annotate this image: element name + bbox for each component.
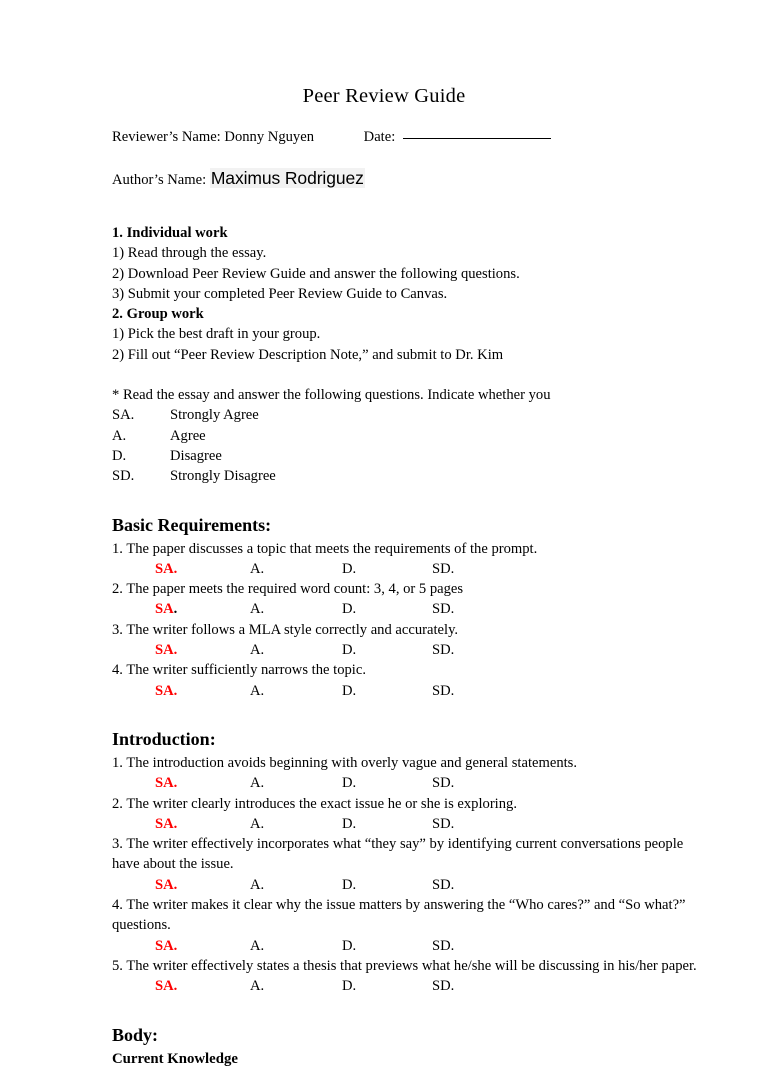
scale-label: Strongly Disagree [170, 468, 276, 485]
section-heading: Basic Requirements: [112, 514, 272, 535]
instruction-item: 2) Fill out “Peer Review Description Note,” and submit to Dr. Kim [112, 346, 504, 363]
question-text: 1. The paper discusses a topic that meets the requirements of the prompt. [112, 540, 538, 557]
answer-option-sd[interactable]: SD. [432, 601, 455, 618]
answer-option-d[interactable]: D. [342, 601, 357, 618]
scale-entry [112, 426, 708, 446]
date-input-rule[interactable] [403, 138, 551, 139]
answer-option-sd[interactable]: SD. [432, 560, 455, 577]
answer-option-d[interactable]: D. [342, 815, 357, 832]
answer-options-row [112, 559, 708, 579]
answer-option-sd[interactable]: SD. [432, 815, 455, 832]
answer-option-d[interactable]: D. [342, 775, 357, 792]
question-text: 2. The paper meets the required word count: 3, 4, or 5 pages [112, 581, 464, 598]
reviewer-line [112, 128, 708, 147]
answer-options-row [112, 681, 708, 701]
answer-options-row [112, 773, 708, 793]
instruction-item: 3) Submit your completed Peer Review Guide to Canvas. [112, 285, 448, 302]
answer-option-d[interactable]: D. [342, 560, 357, 577]
answer-option-sd[interactable]: SD. [432, 682, 455, 699]
answer-options-row [112, 976, 708, 996]
scale-key: SA. [112, 407, 135, 424]
question-text: 1. The introduction avoids beginning with overly vague and general statements. [112, 754, 577, 771]
reviewer-name-value[interactable]: Donny Nguyen [224, 129, 314, 145]
answer-option-sa[interactable]: SA. [155, 601, 178, 618]
instructions-heading-group: 2. Group work [112, 306, 204, 323]
answer-option-sa[interactable]: SA. [155, 560, 178, 577]
answer-options-row [112, 936, 708, 956]
question-text: 3. The writer effectively incorporates what “they say” by identifying current conversations people have about the issue. [112, 836, 684, 873]
answer-option-sd[interactable]: SD. [432, 937, 455, 954]
answer-option-d[interactable]: D. [342, 978, 357, 995]
section-sub-heading: Current Knowledge [112, 1050, 238, 1067]
answer-option-d[interactable]: D. [342, 876, 357, 893]
answer-option-a[interactable]: A. [250, 978, 265, 995]
answer-options-row [112, 875, 708, 895]
section-heading: Introduction: [112, 728, 216, 749]
question-section [112, 727, 708, 997]
answer-option-sd[interactable]: SD. [432, 642, 455, 659]
answer-option-sa[interactable]: SA. [155, 682, 178, 699]
answer-options-row [112, 640, 708, 660]
page-title: Peer Review Guide [302, 85, 466, 107]
answer-option-sd[interactable]: SD. [432, 876, 455, 893]
scale-entry [112, 466, 708, 486]
answer-option-sa[interactable]: SA. [155, 937, 178, 954]
answer-option-a[interactable]: A. [250, 601, 265, 618]
answer-option-sa[interactable]: SA. [155, 642, 178, 659]
scale-key: SD. [112, 468, 135, 485]
answer-option-sa[interactable]: SA. [155, 775, 178, 792]
answer-option-a[interactable]: A. [250, 876, 265, 893]
answer-option-a[interactable]: A. [250, 642, 265, 659]
answer-options-row [112, 599, 708, 619]
instruction-item: 1) Read through the essay. [112, 245, 267, 262]
answer-option-d[interactable]: D. [342, 682, 357, 699]
rating-scale-legend [112, 385, 708, 486]
answer-option-sd[interactable]: SD. [432, 775, 455, 792]
scale-label: Agree [170, 427, 206, 444]
sections-container [112, 513, 708, 1070]
scale-label: Disagree [170, 447, 222, 464]
answer-option-a[interactable]: A. [250, 775, 265, 792]
scale-key: D. [112, 447, 127, 464]
author-name-label: Author’s Name: [112, 172, 207, 188]
answer-option-sa[interactable]: SA. [155, 815, 178, 832]
scale-intro: * Read the essay and answer the following questions. Indicate whether you [112, 387, 551, 404]
answer-option-d[interactable]: D. [342, 642, 357, 659]
question-text: 3. The writer follows a MLA style correctly and accurately. [112, 621, 459, 638]
question-section [112, 513, 708, 701]
question-section [112, 1023, 708, 1070]
instruction-item: 2) Download Peer Review Guide and answer the following questions. [112, 265, 520, 282]
answer-option-sa[interactable]: SA. [155, 978, 178, 995]
question-text: 4. The writer makes it clear why the issue matters by answering the “Who cares?” and “So what?” questions. [112, 897, 686, 934]
scale-entry [112, 405, 708, 425]
instructions-heading-individual: 1. Individual work [112, 225, 228, 241]
answer-option-d[interactable]: D. [342, 937, 357, 954]
reviewer-name-label: Reviewer’s Name: [112, 129, 221, 145]
answer-option-sa[interactable]: SA. [155, 876, 178, 893]
answer-options-row [112, 814, 708, 834]
question-text: 4. The writer sufficiently narrows the topic. [112, 662, 366, 679]
section-heading: Body: [112, 1024, 159, 1045]
instruction-item: 1) Pick the best draft in your group. [112, 326, 321, 343]
author-line [112, 167, 708, 191]
scale-entry [112, 446, 708, 466]
answer-option-a[interactable]: A. [250, 937, 265, 954]
answer-option-a[interactable]: A. [250, 560, 265, 577]
scale-label: Strongly Agree [170, 407, 259, 424]
instructions-block [112, 223, 708, 365]
date-label: Date: [363, 129, 396, 145]
author-name-value[interactable]: Maximus Rodriguez [210, 168, 364, 188]
header-fields [112, 128, 708, 191]
question-text: 5. The writer effectively states a thesis that previews what he/she will be discussing in his/her paper. [112, 957, 697, 974]
scale-key: A. [112, 427, 127, 444]
answer-option-sd[interactable]: SD. [432, 978, 455, 995]
question-text: 2. The writer clearly introduces the exact issue he or she is exploring. [112, 795, 517, 812]
answer-option-a[interactable]: A. [250, 682, 265, 699]
answer-option-a[interactable]: A. [250, 815, 265, 832]
